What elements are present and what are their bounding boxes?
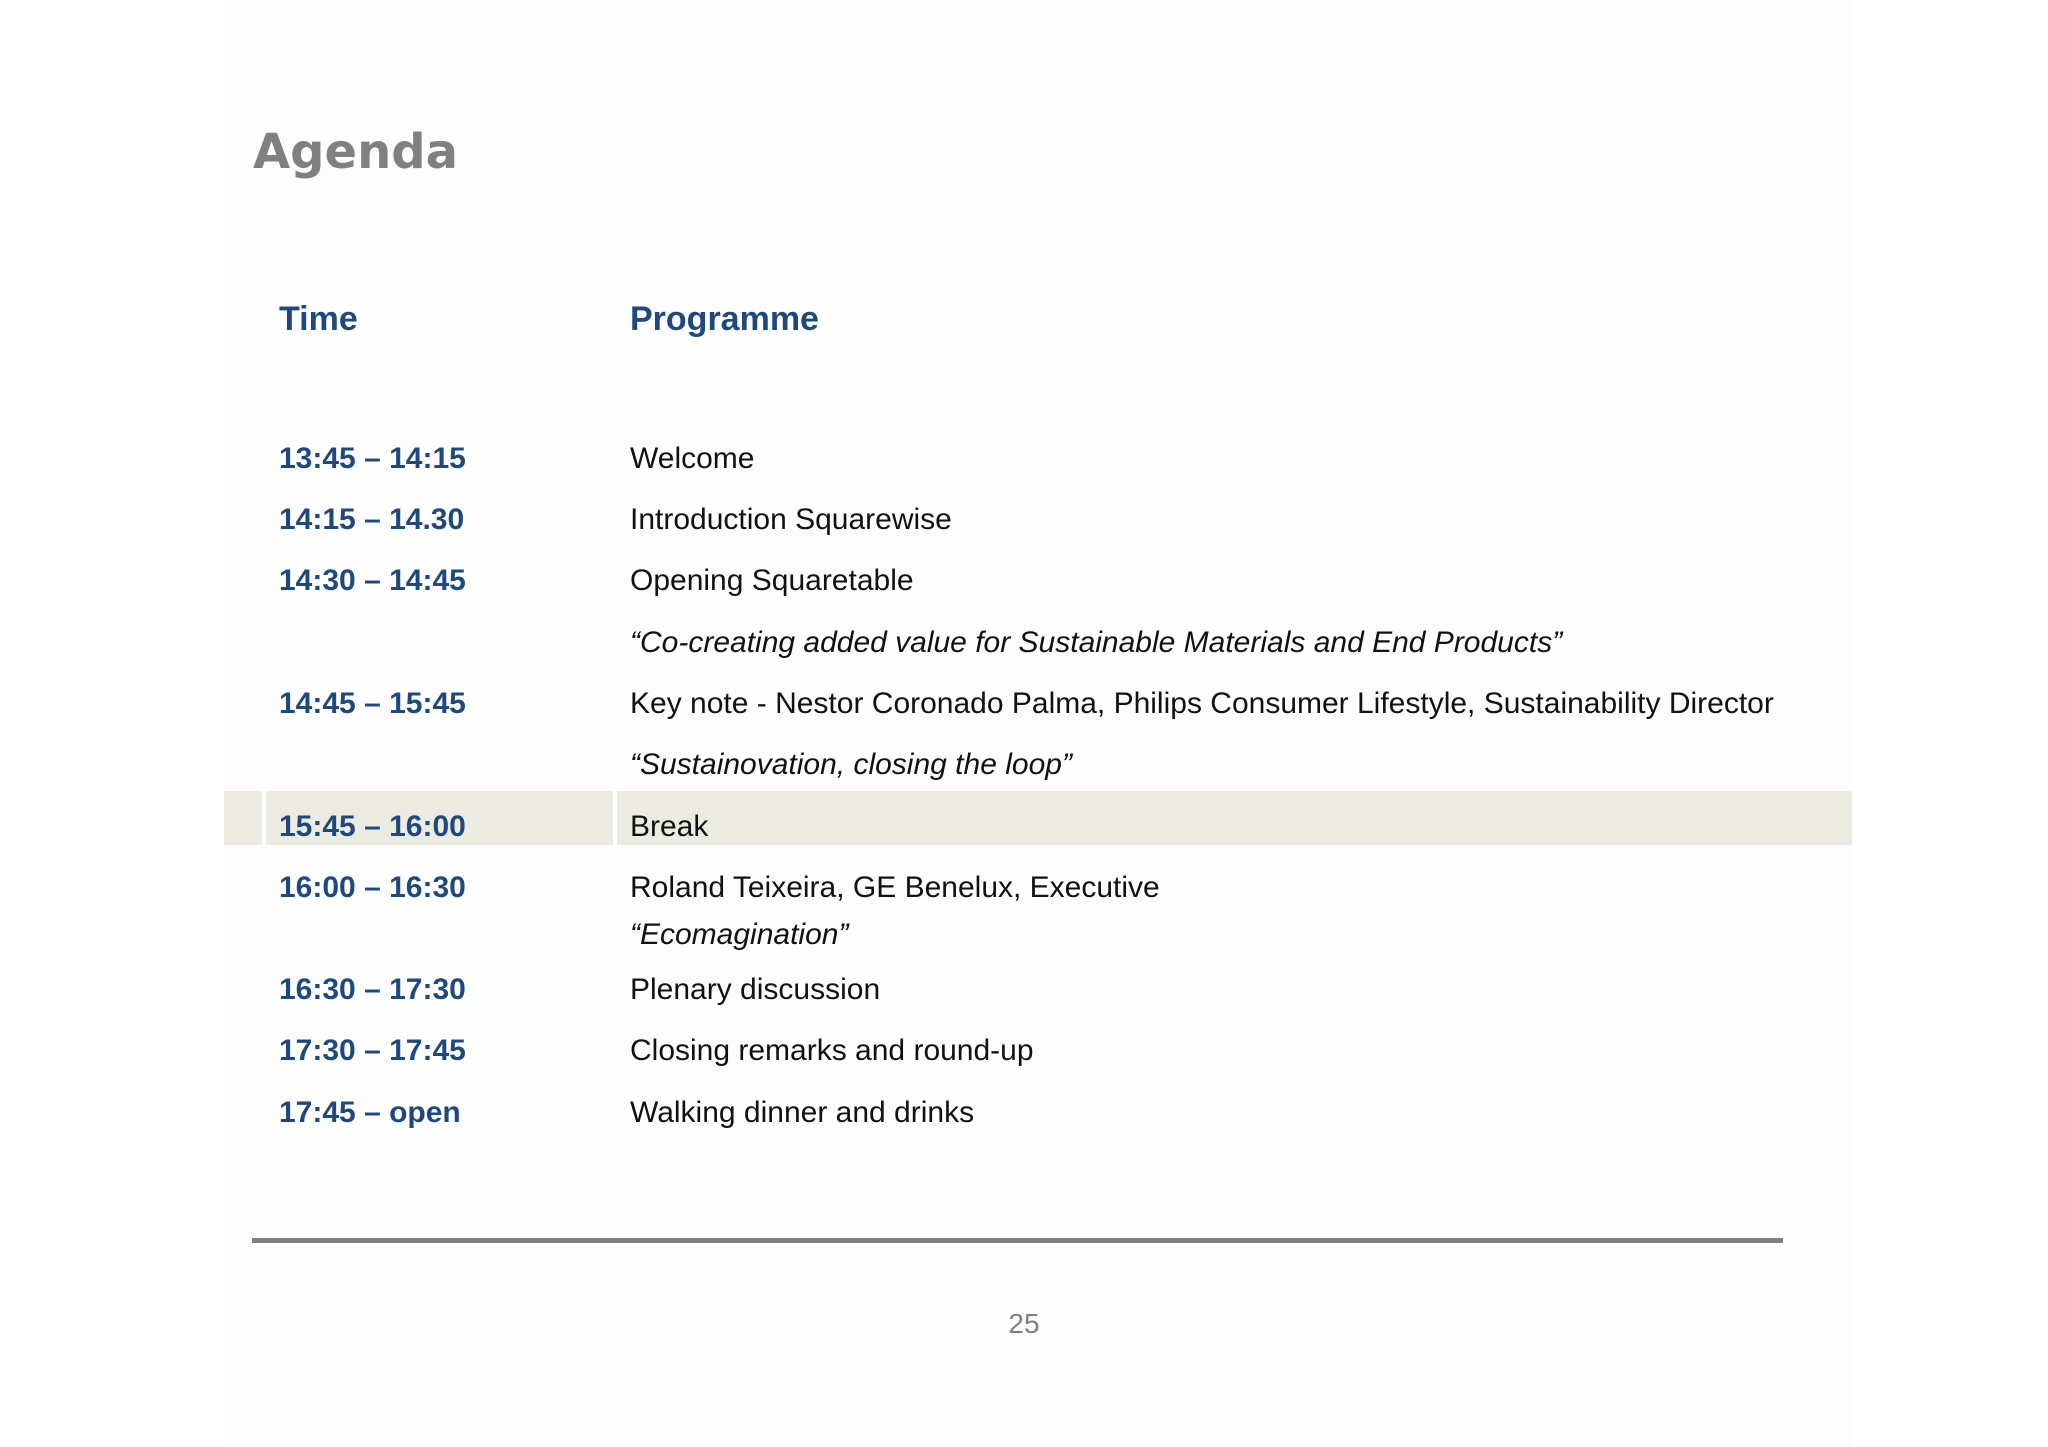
agenda-item-plenary: Plenary discussion [630,973,881,1006]
slide-background [224,0,1852,1447]
page-number: 25 [1008,1308,1040,1339]
agenda-item-closing: Closing remarks and round-up [630,1034,1034,1067]
break-row-highlight [224,791,1852,845]
footer-divider [252,1238,1783,1243]
agenda-time-plenary: 16:30 – 17:30 [279,973,466,1006]
agenda-time-opening: 14:30 – 14:45 [279,564,466,597]
break-row-divider-right [613,791,617,845]
agenda-item-opening: Opening Squaretable [630,564,914,597]
agenda-time-ge: 16:00 – 16:30 [279,871,466,904]
agenda-time-break: 15:45 – 16:00 [279,810,466,843]
break-row-divider-left [262,791,266,845]
agenda-item-break: Break [630,810,709,843]
agenda-time-dinner: 17:45 – open [279,1096,461,1129]
agenda-time-introduction: 14:15 – 14.30 [279,503,465,536]
page-title: Agenda [253,124,458,180]
agenda-item-dinner: Walking dinner and drinks [630,1096,975,1129]
agenda-subtitle-keynote: “Sustainovation, closing the loop” [630,748,1072,781]
agenda-item-welcome: Welcome [630,442,755,475]
agenda-item-introduction: Introduction Squarewise [630,503,952,536]
agenda-time-welcome: 13:45 – 14:15 [279,442,466,475]
time-column-header: Time [279,300,358,338]
agenda-time-keynote: 14:45 – 15:45 [279,687,466,720]
agenda-subtitle-opening: “Co-creating added value for Sustainable Materials and End Products” [630,626,1563,659]
agenda-time-closing: 17:30 – 17:45 [279,1034,466,1067]
agenda-subtitle-ge: “Ecomagination” [630,918,849,951]
agenda-item-keynote: Key note - Nestor Coronado Palma, Philips Consumer Lifestyle, Sustainability Director [630,687,1774,720]
agenda-item-ge: Roland Teixeira, GE Benelux, Executive [630,871,1160,904]
programme-column-header: Programme [630,300,819,338]
